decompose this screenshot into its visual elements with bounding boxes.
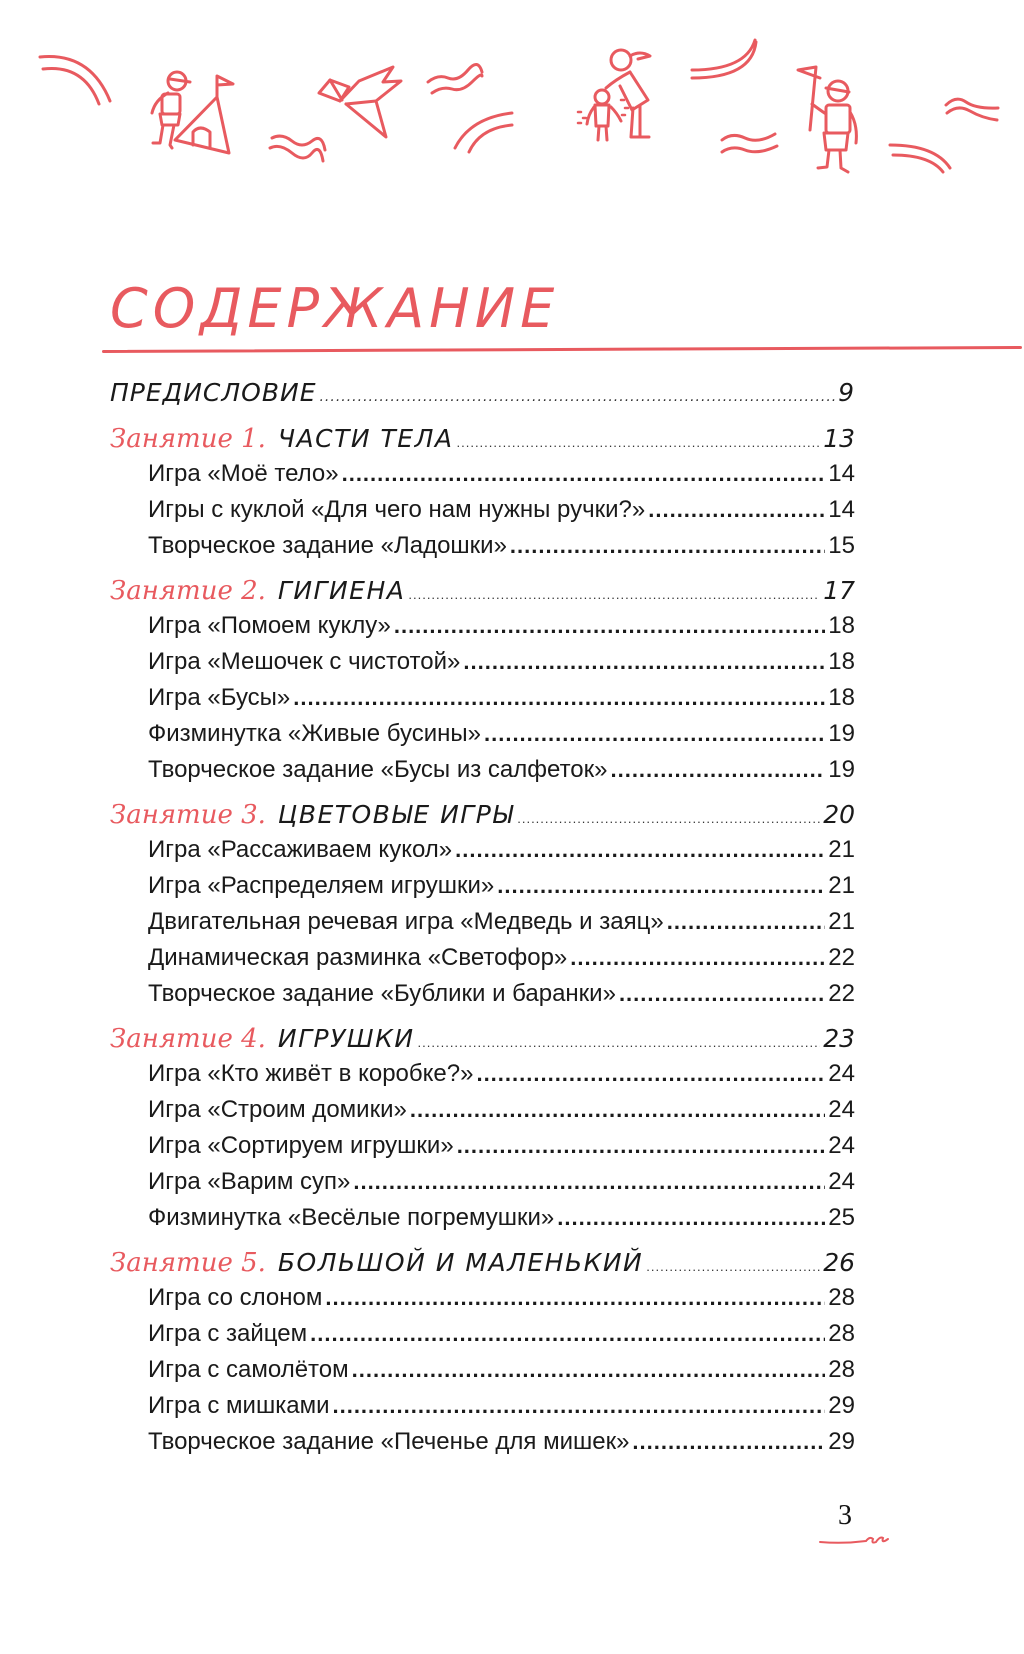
boy-with-flag-icon	[798, 67, 856, 172]
entry-page: 29	[828, 1392, 855, 1419]
dot-leader	[557, 1205, 825, 1231]
entry-label: Творческое задание «Ладошки»	[148, 532, 507, 559]
entry-page: 24	[828, 1132, 855, 1159]
toc-entry[interactable]	[110, 648, 855, 684]
entry-label: Игра с самолётом	[148, 1356, 349, 1383]
dot-leader	[457, 435, 821, 450]
dot-leader	[394, 613, 825, 639]
entry-label: Игра «Строим домики»	[148, 1096, 407, 1123]
entry-page: 24	[828, 1168, 855, 1195]
entry-label: Игра «Рассаживаем кукол»	[148, 836, 453, 863]
entry-label: Творческое задание «Печенье для мишек»	[148, 1428, 630, 1455]
toc-entry[interactable]	[110, 684, 855, 720]
entry-label: Игра «Сортируем игрушки»	[148, 1132, 454, 1159]
entry-label: ПРЕДИСЛОВИЕ	[110, 378, 317, 407]
toc-entry-preface[interactable]	[110, 378, 855, 424]
dot-leader	[497, 873, 825, 899]
entry-page: 14	[828, 496, 855, 523]
entry-page: 19	[828, 756, 855, 783]
lesson-number: Занятие 1.	[110, 424, 266, 454]
entry-label: Игра «Кто живёт в коробке?»	[148, 1060, 474, 1087]
entry-page: 28	[828, 1284, 855, 1311]
page-title: СОДЕРЖАНИЕ	[110, 277, 560, 340]
dot-leader	[325, 1285, 825, 1311]
lesson-title: БОЛЬШОЙ И МАЛЕНЬКИЙ	[277, 1248, 644, 1277]
entry-label: Творческое задание «Бусы из салфеток»	[148, 756, 608, 783]
dot-leader	[570, 945, 825, 971]
entry-label: Игра «Помоем куклу»	[148, 612, 391, 639]
lesson-group	[110, 1024, 855, 1240]
lesson-title: ЧАСТИ ТЕЛА	[277, 424, 454, 453]
toc-lesson-heading[interactable]	[110, 800, 855, 836]
title-underline	[102, 346, 1022, 353]
lesson-number: Занятие 5.	[110, 1248, 266, 1278]
entry-page: 19	[828, 720, 855, 747]
entry-page: 13	[823, 424, 855, 453]
toc-entry[interactable]	[110, 496, 855, 532]
entry-label: Игра «Распределяем игрушки»	[148, 872, 495, 899]
dot-leader	[319, 389, 835, 405]
entry-label: Игра с зайцем	[148, 1320, 308, 1347]
lesson-title: ГИГИЕНА	[277, 576, 406, 605]
dot-leader	[342, 461, 826, 487]
arc-icon	[455, 40, 950, 172]
entry-page: 22	[828, 980, 855, 1007]
paper-bird-icon	[319, 67, 401, 137]
toc-lesson-heading[interactable]	[110, 1248, 855, 1284]
entry-page: 23	[823, 1024, 855, 1053]
entry-page: 25	[828, 1204, 855, 1231]
toc-entry[interactable]	[110, 908, 855, 944]
dot-leader	[353, 1169, 825, 1195]
lesson-group	[110, 800, 855, 1016]
toc-entry[interactable]	[110, 612, 855, 648]
toc-entry[interactable]	[110, 1392, 855, 1428]
entry-page: 14	[828, 460, 855, 487]
lesson-title: ЦВЕТОВЫЕ ИГРЫ	[277, 800, 515, 829]
mother-washing-child-icon	[578, 50, 650, 140]
entry-page: 26	[823, 1248, 855, 1277]
toc-entry[interactable]	[110, 1060, 855, 1096]
entry-page: 21	[828, 836, 855, 863]
dot-leader	[510, 533, 825, 559]
entry-page: 28	[828, 1320, 855, 1347]
entry-label: Игра «Бусы»	[148, 684, 291, 711]
dot-leader	[408, 587, 820, 602]
entry-page: 20	[823, 800, 855, 829]
dot-leader	[457, 1133, 826, 1159]
lesson-group	[110, 424, 855, 568]
toc-entry[interactable]	[110, 1204, 855, 1240]
entry-label: Физминутка «Весёлые погремушки»	[148, 1204, 555, 1231]
entry-label: Игра со слоном	[148, 1284, 323, 1311]
toc-entry[interactable]	[110, 980, 855, 1016]
lesson-group	[110, 576, 855, 792]
toc-entry[interactable]	[110, 944, 855, 980]
dot-leader	[463, 649, 825, 675]
entry-page: 18	[828, 648, 855, 675]
entry-page: 15	[828, 532, 855, 559]
dot-leader	[610, 757, 825, 783]
toc-lesson-heading[interactable]	[110, 576, 855, 612]
dot-leader	[455, 837, 825, 863]
entry-page: 18	[828, 612, 855, 639]
dot-leader	[476, 1061, 825, 1087]
lesson-group	[110, 1248, 855, 1464]
entry-label: Игра «Варим суп»	[148, 1168, 351, 1195]
arc-icon	[40, 57, 110, 104]
entry-page: 9	[838, 378, 855, 407]
lesson-number: Занятие 3.	[110, 800, 266, 830]
toc-entry[interactable]	[110, 1284, 855, 1320]
entry-page: 24	[828, 1060, 855, 1087]
dot-leader	[352, 1357, 826, 1383]
entry-label: Двигательная речевая игра «Медведь и заяц»	[148, 908, 664, 935]
dot-leader	[332, 1393, 825, 1419]
toc-entry[interactable]	[110, 1320, 855, 1356]
dot-leader	[418, 1035, 821, 1050]
boy-with-tent-icon	[152, 72, 233, 153]
dot-leader	[310, 1321, 825, 1347]
dot-leader	[648, 497, 825, 523]
entry-page: 22	[828, 944, 855, 971]
entry-label: Творческое задание «Бублики и баранки»	[148, 980, 616, 1007]
toc-entry[interactable]	[110, 1428, 855, 1464]
entry-label: Игры с куклой «Для чего нам нужны ручки?»	[148, 496, 646, 523]
entry-page: 21	[828, 872, 855, 899]
dot-leader	[646, 1259, 820, 1274]
toc-entry[interactable]	[110, 756, 855, 792]
toc-entry[interactable]	[110, 1132, 855, 1168]
dot-leader	[517, 811, 820, 826]
toc-lesson-heading[interactable]	[110, 1024, 855, 1060]
dot-leader	[293, 685, 825, 711]
dot-leader	[667, 909, 826, 935]
dot-leader	[619, 981, 825, 1007]
lesson-title: ИГРУШКИ	[277, 1024, 415, 1053]
toc-entry[interactable]	[110, 460, 855, 496]
toc-entry[interactable]	[110, 1168, 855, 1204]
entry-page: 28	[828, 1356, 855, 1383]
entry-page: 18	[828, 684, 855, 711]
entry-label: Динамическая разминка «Светофор»	[148, 944, 568, 971]
toc-entry[interactable]	[110, 532, 855, 568]
toc-lesson-heading[interactable]	[110, 424, 855, 460]
entry-label: Физминутка «Живые бусины»	[148, 720, 481, 747]
page-number: 3	[838, 1500, 852, 1531]
page-flourish-icon	[818, 1530, 890, 1550]
toc-entry[interactable]	[110, 1356, 855, 1392]
entry-page: 17	[823, 576, 855, 605]
lesson-number: Занятие 4.	[110, 1024, 266, 1054]
entry-page: 24	[828, 1096, 855, 1123]
dot-leader	[484, 721, 825, 747]
lesson-number: Занятие 2.	[110, 576, 266, 606]
entry-label: Игра «Мешочек с чистотой»	[148, 648, 461, 675]
entry-label: Игра «Моё тело»	[148, 460, 339, 487]
toc-entry[interactable]	[110, 836, 855, 872]
entry-page: 29	[828, 1428, 855, 1455]
dot-leader	[410, 1097, 825, 1123]
toc-entry[interactable]	[110, 872, 855, 908]
header-illustrations	[0, 0, 1024, 240]
dot-leader	[632, 1429, 825, 1455]
entry-label: Игра с мишками	[148, 1392, 330, 1419]
toc-entry[interactable]	[110, 1096, 855, 1132]
toc-entry[interactable]	[110, 720, 855, 756]
entry-page: 21	[828, 908, 855, 935]
table-of-contents	[110, 378, 855, 1472]
